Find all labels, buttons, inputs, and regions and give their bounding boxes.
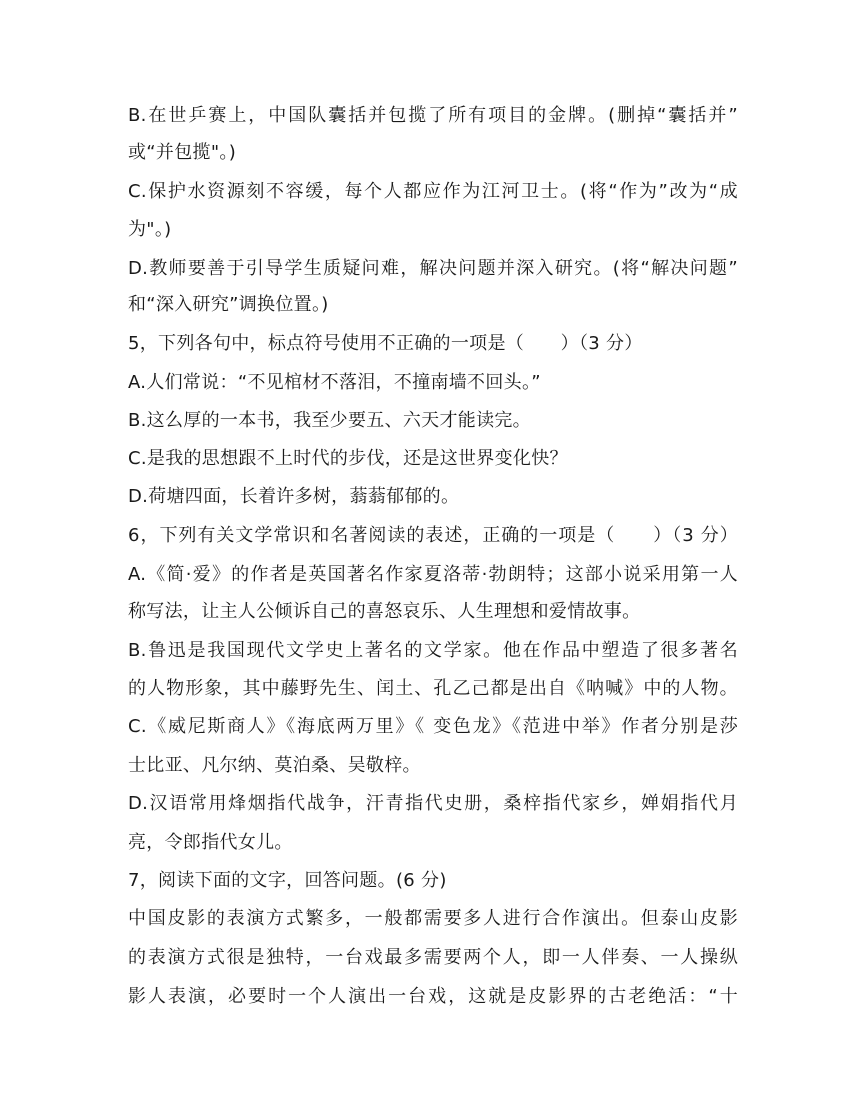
question-6-option-d-line-1: D.汉语常用烽烟指代战争，汗青指代史册，桑梓指代家乡，婵娟指代月 <box>128 793 738 814</box>
option-c-correction-line-1: C.保护水资源刻不容缓，每个人都应作为江河卫士。(将“作为”改为“成 <box>128 181 738 202</box>
question-6-option-b-line-2: 的人物形象，其中藤野先生、闰土、孔乙己都是出自《呐喊》中的人物。 <box>128 678 738 699</box>
question-6-option-b-line-1: B.鲁迅是我国现代文学史上著名的文学家。他在作品中塑造了很多著名 <box>128 640 738 661</box>
question-5-prompt: 5，下列各句中，标点符号使用不正确的一项是（ ）（3 分） <box>128 333 643 354</box>
option-d-correction-line-1: D.教师要善于引导学生质疑问难，解决问题并深入研究。(将“解决问题” <box>128 258 738 279</box>
option-b-correction-line-2: 或“并包揽"。) <box>128 142 237 163</box>
question-6-option-c-line-2: 士比亚、凡尔纳、莫泊桑、吴敬梓。 <box>128 755 421 776</box>
option-d-correction-line-2: 和“深入研究”调换位置。) <box>128 294 329 315</box>
question-6-option-a-line-2: 称写法，让主人公倾诉自己的喜怒哀乐、人生理想和爱情故事。 <box>128 601 641 622</box>
question-5-option-b: B.这么厚的一本书，我至少要五、六天才能读完。 <box>128 410 531 431</box>
question-6-option-a-line-1: A.《简·爱》的作者是英国著名作家夏洛蒂·勃朗特；这部小说采用第一人 <box>128 564 738 585</box>
question-5-option-d: D.荷塘四面，长着许多树，蓊蓊郁郁的。 <box>128 486 460 507</box>
question-6-option-c-line-1: C.《威尼斯商人》《海底两万里》《 变色龙》《范进中举》作者分别是莎 <box>128 716 738 737</box>
option-c-correction-line-2: 为"。) <box>128 219 172 240</box>
question-6-option-d-line-2: 亮，令郎指代女儿。 <box>128 832 293 853</box>
option-b-correction-line-1: B.在世乒赛上，中国队囊括并包揽了所有项目的金牌。(删掉“囊括并” <box>128 105 738 126</box>
passage-line-2: 的表演方式很是独特，一台戏最多需要两个人，即一人伴奏、一人操纵 <box>128 947 738 968</box>
question-5-option-a: A.人们常说：“不见棺材不落泪，不撞南墙不回头。” <box>128 372 541 393</box>
question-6-prompt: 6，下列有关文学常识和名著阅读的表述，正确的一项是（ ）（3 分） <box>128 525 738 546</box>
passage-line-3: 影人表演，必要时一个人演出一台戏，这就是皮影界的古老绝活：“十 <box>128 986 738 1007</box>
question-7-prompt: 7，阅读下面的文字，回答问题。(6 分) <box>128 870 447 891</box>
question-5-option-c: C.是我的思想跟不上时代的步伐，还是这世界变化快？ <box>128 448 568 469</box>
passage-line-1: 中国皮影的表演方式繁多，一般都需要多人进行合作演出。但泰山皮影 <box>128 908 738 929</box>
